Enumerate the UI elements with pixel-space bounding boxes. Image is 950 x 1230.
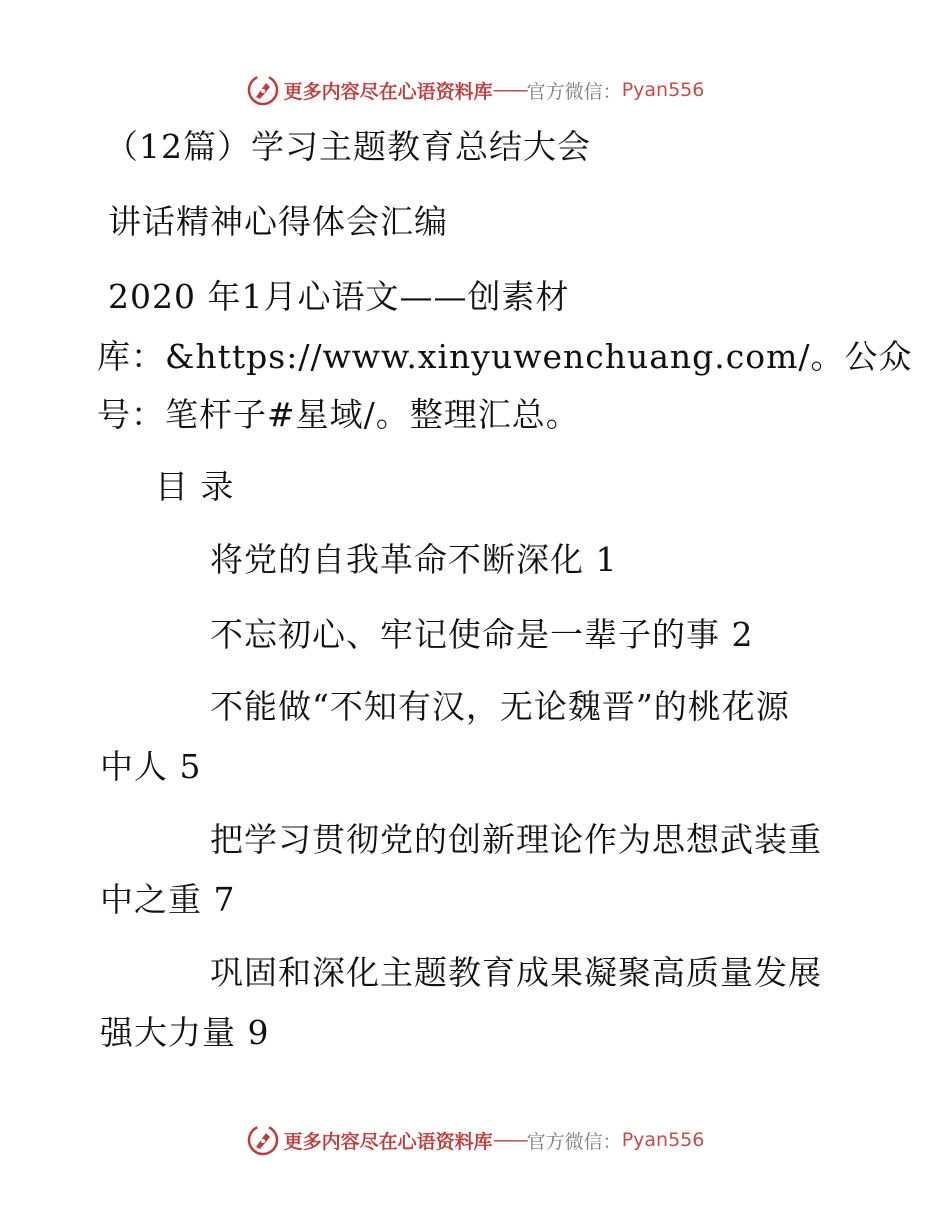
toc-heading: 目 录 — [155, 467, 235, 506]
toc-item-3-line-2: 中人 5 — [100, 747, 202, 786]
toc-item-5-line-1: 巩固和深化主题教育成果凝聚高质量发展 — [210, 953, 822, 992]
watermark-banner-bottom — [0, 1120, 950, 1160]
doc-title-line-1: （12篇）学习主题教育总结大会 — [105, 127, 591, 166]
watermark-dash: —— — [492, 79, 527, 101]
watermark-site-text: 更多内容尽在心语资料库 — [283, 80, 493, 103]
watermark-wechat-label: 官方微信： — [526, 80, 622, 103]
doc-title-line-2: 讲话精神心得体会汇编 — [108, 202, 448, 241]
pen-nib-logo-icon — [246, 1123, 280, 1157]
intro-line-1: 2020 年1月心语文——创素材 — [108, 277, 570, 316]
toc-item-3-line-1: 不能做“不知有汉，无论魏晋”的桃花源 — [210, 687, 790, 726]
pen-nib-logo-icon — [246, 73, 280, 107]
watermark-wechat-id: Pyan556 — [621, 1129, 705, 1151]
toc-item-4-line-2: 中之重 7 — [100, 880, 236, 919]
watermark-wechat-id: Pyan556 — [621, 79, 705, 101]
watermark-wechat-label: 官方微信： — [526, 1130, 622, 1153]
watermark-banner-top — [0, 70, 950, 110]
intro-line-3: 号：笔杆子#星域/。整理汇总。 — [97, 395, 580, 434]
watermark-dash: —— — [492, 1129, 527, 1151]
toc-item-1: 将党的自我革命不断深化 1 — [210, 540, 618, 579]
toc-item-4-line-1: 把学习贯彻党的创新理论作为思想武装重 — [210, 820, 822, 859]
toc-item-2: 不忘初心、牢记使命是一辈子的事 2 — [210, 615, 754, 654]
toc-item-5-line-2: 强大力量 9 — [100, 1013, 270, 1052]
watermark-site-text: 更多内容尽在心语资料库 — [283, 1130, 493, 1153]
intro-line-2: 库：&https://www.xinyuwenchuang.com/。公众 — [97, 337, 913, 376]
